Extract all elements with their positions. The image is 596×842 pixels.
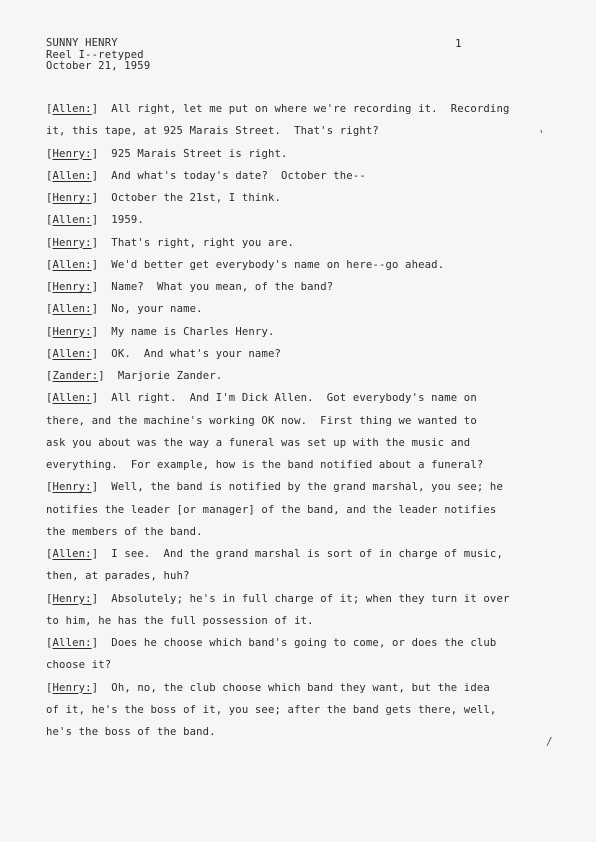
line-text: No, your name.	[111, 303, 203, 316]
transcript-line: [Henry:] Absolutely; he's in full charge of it; when they turn it over	[46, 592, 510, 605]
line-text: I see. And the grand marshal is sort of in charge of music,	[111, 548, 503, 560]
line-text: of it, he's the boss of it, you see; after the band gets there, well,	[46, 703, 497, 716]
transcript-line	[46, 704, 496, 716]
speaker-label: Allen:	[52, 303, 92, 316]
transcript-line: [Allen:] I see. And the grand marshal is sort of in charge of music,	[46, 548, 503, 560]
speaker-label: Allen:	[52, 169, 92, 182]
header-date: October 21, 1959	[46, 60, 151, 72]
line-text: there, and the machine's working OK now. First thing we wanted to	[46, 414, 477, 427]
transcript-line: [Henry:] My name is Charles Henry.	[46, 325, 275, 338]
speaker-label: Henry:	[52, 592, 92, 605]
header-reel: Reel I--retyped	[46, 48, 144, 61]
line-text: Marjorie Zander.	[117, 370, 223, 382]
transcript-line	[46, 437, 470, 449]
line-text: 925 Marais Street is right.	[111, 147, 288, 160]
speaker-label: Allen:	[52, 214, 92, 227]
speaker-label: Allen:	[52, 548, 92, 560]
margin-mark: /	[546, 735, 553, 748]
transcript-line: [Henry:] Oh, no, the club choose which band they want, but the idea	[46, 681, 490, 694]
transcript-line: [Henry:] 925 Marais Street is right.	[46, 147, 288, 160]
speaker-label: Henry:	[52, 192, 92, 204]
transcript-line: [Allen:] And what's today's date? October the--	[46, 169, 366, 182]
transcript-line	[46, 459, 483, 471]
line-text: choose it?	[46, 659, 112, 672]
line-text: My name is Charles Henry.	[111, 325, 275, 338]
line-text: All right, let me put on where we're recording it. Recording	[111, 103, 510, 115]
speaker-label: Henry:	[52, 481, 92, 494]
line-text: the members of the band.	[46, 525, 203, 538]
page-number: 1	[455, 37, 462, 50]
line-text: then, at parades, huh?	[46, 570, 190, 583]
speaker-label: Allen:	[52, 347, 92, 360]
transcript-line: [Allen:] No, your name.	[46, 303, 203, 316]
transcript-line	[46, 615, 314, 627]
transcript-line	[46, 570, 190, 582]
document-header	[46, 38, 150, 73]
line-text: And what's today's date? October the--	[111, 169, 366, 182]
speaker-label: Henry:	[52, 281, 92, 293]
line-text: That's right, right you are.	[111, 236, 295, 249]
header-name: SUNNY HENRY	[46, 37, 118, 49]
speaker-label: Henry:	[52, 325, 92, 338]
transcript-line	[46, 726, 216, 738]
transcript-line: [Henry:] October the 21st, I think.	[46, 192, 282, 204]
line-text: he's the boss of the band.	[46, 726, 216, 738]
line-text: October the 21st, I think.	[111, 192, 282, 204]
transcript-line: [Allen:] All right, let me put on where we're recording it. Recording	[46, 103, 510, 115]
line-text: We'd better get everybody's name on here--go ahead.	[111, 258, 445, 271]
line-text: everything. For example, how is the band notified about a funeral?	[46, 459, 484, 471]
speaker-label: Henry:	[52, 236, 92, 249]
line-text: All right. And I'm Dick Allen. Got everybody's name on	[111, 392, 477, 405]
line-text: Absolutely; he's in full charge of it; when they turn it over	[111, 592, 510, 605]
line-text: notifies the leader [or manager] of the band, and the leader notifies	[46, 503, 497, 516]
transcript-line: [Henry:] Name? What you mean, of the band?	[46, 281, 334, 293]
line-text: it, this tape, at 925 Marais Street. That's right?	[46, 125, 379, 138]
line-text: ask you about was the way a funeral was set up with the music and	[46, 436, 471, 449]
speaker-label: Henry:	[52, 147, 92, 160]
transcript-line: [Allen:] We'd better get everybody's name on here--go ahead.	[46, 258, 445, 271]
transcript-line	[46, 659, 111, 671]
speaker-label: Allen:	[52, 637, 92, 649]
margin-mark: '	[538, 128, 545, 141]
line-text: to him, he has the full possession of it.	[46, 614, 314, 627]
transcript-line: [Henry:] That's right, right you are.	[46, 236, 295, 249]
line-text: Oh, no, the club choose which band they want, but the idea	[111, 681, 490, 694]
transcript-line: [Allen:] All right. And I'm Dick Allen. Got everybody's name on	[46, 392, 477, 405]
transcript-line: [Henry:] Well, the band is notified by the grand marshal, you see; he	[46, 481, 503, 494]
speaker-label: Zander:	[52, 370, 99, 382]
line-text: Well, the band is notified by the grand marshal, you see; he	[111, 481, 503, 494]
line-text: OK. And what's your name?	[111, 347, 282, 360]
transcript-line: [Allen:] Does he choose which band's going to come, or does the club	[46, 637, 497, 649]
line-text: Does he choose which band's going to come, or does the club	[111, 637, 497, 649]
transcript-line	[46, 415, 477, 427]
speaker-label: Allen:	[52, 392, 92, 405]
transcript-line	[46, 125, 379, 137]
transcript-line	[46, 504, 496, 516]
transcript-line: [Allen:] 1959.	[46, 214, 144, 227]
speaker-label: Allen:	[52, 103, 92, 115]
line-text: 1959.	[111, 214, 144, 227]
speaker-label: Allen:	[52, 258, 92, 271]
line-text: Name? What you mean, of the band?	[111, 281, 334, 293]
speaker-label: Henry:	[52, 681, 92, 694]
transcript-line: [Allen:] OK. And what's your name?	[46, 347, 282, 360]
transcript-line: [Zander:] Marjorie Zander.	[46, 370, 223, 382]
transcript-line	[46, 526, 203, 538]
